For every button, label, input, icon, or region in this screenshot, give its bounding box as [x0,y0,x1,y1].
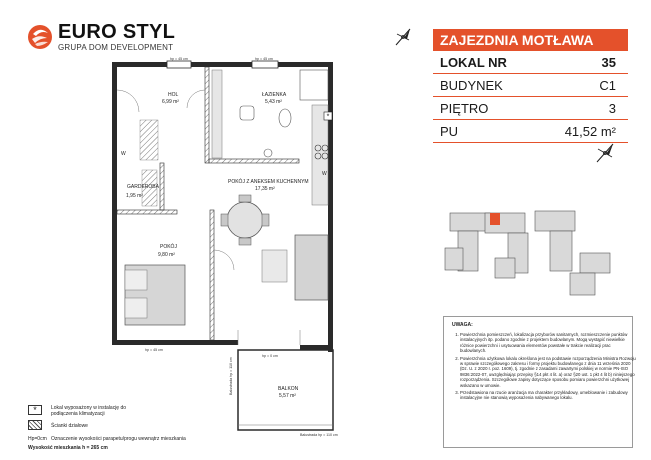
svg-text:hp = 45 cm [170,57,188,61]
svg-text:hp = 0 cm [262,354,278,358]
svg-text:Balustrada hp = 110 cm [300,433,338,437]
building-location-map [440,203,625,303]
svg-text:BALKON [278,386,299,392]
legend-hp-label: Hp=0cm [28,436,47,442]
info-row-building [433,74,628,97]
svg-text:W [121,151,126,157]
notes-list [450,332,636,403]
room-area-pokoj: 9,80 m² [158,252,175,258]
room-name-balkon: BALKON [278,386,299,392]
info-value: 3 [608,101,616,116]
note-item: 1. Powierzchnia pomieszczeń, lokalizacja przyborów sanitarnych, rozmieszczenie punktów instalacyjnych itp. podano zgodnie z projektem budowlanym. Mogą wystąpić niewielkie różnice powierzchni i usytuowania elementów powstałe w trakcie realizacji prac budowlanych. [460,332,636,354]
svg-text:POKÓJ [160,243,177,250]
svg-text:6,99 m² [162,99,179,105]
svg-text:1,95 m² [126,193,143,199]
legend-partition-label: Ścianki działowe [51,423,88,429]
legend-ac-label: Lokal wyposażony w instalację do podłączenia klimatyzacji [51,405,127,417]
info-row-unit [433,51,628,74]
room-name-lazienka: ŁAZIENKA [262,92,287,98]
note-item: 2. Powierzchnia użytkowa lokalu określona jest na podstawie rozporządzenia Ministra Rozwoju w sprawie szczegółowego zakresu i formy projektu budowlanego z dnia 11 września 2020 (Dz. U. z 2020 r. poz. 1609), tj. zgodnie z zasadami zawartymi polskiej w normie PN-ISO 9836:2022-07, uwzględniając przepisy §14 pkt 4 lit. a) oraz §20 ust. 1 pkt 4 lit b) niniejszego rozporządzenia. Szczegółowe zapisy dotyczące sposobu pomiaru powierzchni użytkowej wskazano w umowie. [460,356,636,388]
ac-marker-icon [324,112,332,121]
svg-text:Balustrada hp = 110 cm [229,357,233,395]
hp-mark: hp = 45 cm [170,57,188,61]
svg-text:9,80 m² [158,252,175,258]
project-name-header: ZAJEZDNIA MOTŁAWA [433,29,628,51]
hp-mark: hp = 45 cm [255,57,273,61]
legend-hp-desc: Oznaczenie wysokości parapetu/progu wewnątrz mieszkania [51,436,186,442]
info-label: BUDYNEK [440,78,503,93]
info-value: 35 [601,55,616,70]
svg-text:17,35 m² [255,186,275,192]
partition-legend-icon [28,420,42,430]
room-area-balkon: 5,57 m² [279,393,296,399]
room-name-living: POKÓJ Z ANEKSEM KUCHENNYM [228,179,309,185]
unit-highlight [490,213,500,225]
w-mark: W [121,151,126,157]
floor-plan [100,55,350,440]
notes-box [443,316,636,448]
w-mark: W [322,171,327,177]
room-area-lazienka: 5,43 m² [265,99,282,105]
room-area-hol: 6,99 m² [162,99,179,105]
svg-text:GARDEROBA [127,184,160,190]
svg-text:hp = 45 cm [255,57,273,61]
svg-text:ŁAZIENKA [262,92,287,98]
brand-name: EURO STYL [58,21,176,43]
info-row-floor [433,97,628,120]
svg-text:5,57 m² [279,393,296,399]
balustrade-mark: Balustrada hp = 110 cm [229,357,233,395]
compass-icon [592,140,618,166]
eurostyl-logo-icon [27,24,53,50]
info-value: C1 [599,78,616,93]
svg-text:HOL [168,92,179,98]
room-name-hol: HOL [168,92,179,98]
svg-text:*: * [326,113,330,121]
info-label: PIĘTRO [440,101,489,116]
room-name-pokoj: POKÓJ [160,244,177,250]
svg-text:POKÓJ Z ANEKSEM KUCHENNYM [228,178,309,185]
info-label: LOKAL NR [440,55,507,70]
room-name-garderoba: GARDEROBA [127,184,159,190]
notes-title: UWAGA: [452,322,473,328]
note-item: 3. Przedstawiona na rzucie aranżacja ma charakter przykładowy, umeblowanie i zabudowy instalacyjne nie stanowią wyposażenia nabywanego lokalu. [460,390,636,401]
room-area-garderoba: 1,95 m² [126,193,143,199]
svg-text:W [322,171,327,177]
room-area-living: 17,35 m² [255,186,275,192]
hp-mark: hp = 45 cm [145,348,163,352]
legend-height-label: Wysokość mieszkania h = 265 cm [28,445,108,451]
svg-text:5,43 m² [265,99,282,105]
svg-text:hp = 45 cm [145,348,163,352]
compass-icon [392,26,414,48]
hp-mark: hp = 0 cm [262,354,278,358]
info-value: 41,52 m² [564,124,616,139]
ac-legend-icon: * [28,405,42,415]
info-label: PU [440,124,459,139]
balustrade-mark: Balustrada hp = 110 cm [300,433,338,437]
brand-tagline: GRUPA DOM DEVELOPMENT [58,43,174,52]
